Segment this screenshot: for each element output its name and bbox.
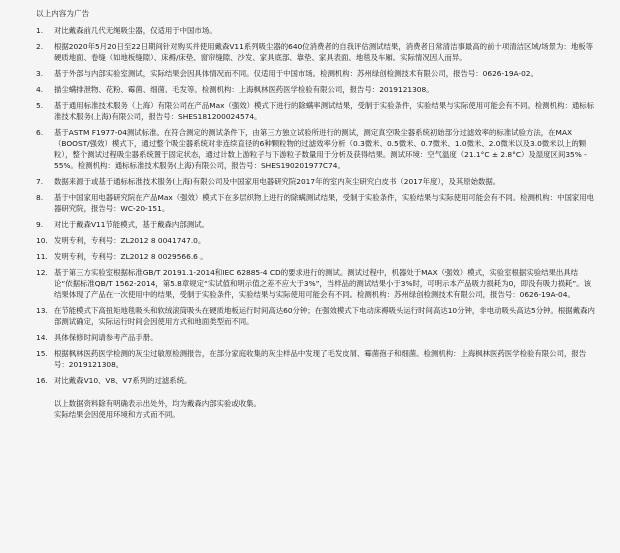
footnote-number: 16. [36,376,48,385]
footer-line: 以上数据资料除有明确表示出处外，均为戴森内部实验或收集。 [54,399,261,408]
footnote-text: 对比戴森前几代无绳吸尘器，仅适用于中国市场。 [54,26,217,35]
footnote-item [24,219,596,230]
footnote-text: 基于通用标准技术服务（上海）有限公司在产品Max（强效）模式下进行的除螨率测试结果，受制于实验条件，实验结果与实际使用可能会有不同。检测机构：通标标准技术服务(上海)有限公司，报告号：SHES181200024574。 [54,101,595,121]
footnote-number: 11. [36,252,48,261]
footnote-text: 在节能模式下高扭矩地毯吸头和软绒滚筒吸头在硬质地板运行时间高达60分钟；在强效模式下电动床褥吸头运行时间高达10分钟，非电动吸头高达5分钟。根据戴森内部测试确定，实际运行时间会因使用方式和地面类型而不同。 [54,306,595,326]
footnote-text: 对比戴森V10、V8、V7系列的过滤系统。 [54,376,192,385]
footnote-item [24,267,596,300]
footnote-item [24,251,596,262]
footnote-text: 发明专利，专利号：ZL2012 8 0029566.6 。 [54,252,208,261]
footnote-text: 发明专利，专利号：ZL2012 8 0041747.0。 [54,236,206,245]
footnote-number: 9. [36,220,44,229]
footnote-item [24,235,596,246]
footnote-text: 具体保修时间请参考产品手册。 [54,333,158,342]
footnote-number: 12. [36,268,48,277]
footnote-item [24,100,596,122]
ad-label: 以上内容为广告 [36,9,90,18]
footnote-text: 对比于戴森V11节能模式，基于戴森内部测试。 [54,220,209,229]
footnote-number: 5. [36,101,44,110]
footnote-item [24,41,596,63]
footnote-number: 7. [36,177,44,186]
footnote-item [24,332,596,343]
footnote-item [24,192,596,214]
footnote-text: 根据2020年5月20日至22日期间针对购买并使用戴森V11系列吸尘器的640位消费者的自我评估测试结果，消费者日常清洁事最高的前十项清洁区域/场景为：地板等硬质地面、卷缝（如地板缝隙）、床褥/床垫、窗帘缝隙、沙发、家具底部、靠垫、家具表面、地毯及车厢。实际情况因人而异。 [54,42,593,62]
footnote-number: 1. [36,26,44,35]
footnote-number: 2. [36,42,44,51]
footnote-item [24,348,596,370]
footnote-item [24,84,596,95]
footnote-number: 15. [36,349,48,358]
footnote-item [24,176,596,187]
footnote-number: 14. [36,333,48,342]
footnote-text: 基于ASTM F1977-04测试标准。在符合测定的测试条件下，由第三方独立试验所进行的测试，测定真空吸尘器系统初始部分过滤效率的标准试验方法，在MAX（BOOST/强效）模式下，通过整个吸尘器系统对非连续直径的6种颗粒物的过滤效率分析（0.3微米、0.5微米、0.7微米、1.0微米、2.0微米以及3.0微米以上的颗粒），整个测试过程吸尘器系统置于固定状态，通过计数上游粒子与下游粒子数量用于分析及获得结果。测试环境：空气温度（21.1°C ± 2.8°C）及湿度区间35% - 55%。检测机构：通标标准技术服务(上海)有限公司，报告号：SHES190201977C74。 [54,128,587,170]
footnote-item [24,127,596,171]
footnote-number: 4. [36,85,44,94]
footer-disclaimer [24,398,596,420]
footnote-text: 数据来源于或基于通标标准技术服务(上海)有限公司及中国家用电器研究院2017年的室内灰尘研究白皮书（2017年度），及其原始数据。 [54,177,501,186]
footnote-text: 基于外部与内部实验室测试，实际结果会因具体情况而不同。仅适用于中国市场。检测机构：苏州绿创检测技术有限公司，报告号：0626-19A-02。 [54,69,538,78]
footnote-number: 8. [36,193,44,202]
footnote-number: 3. [36,69,44,78]
footnote-text: 基于第三方实验室根据标准GB/T 20191.1-2014和IEC 62885-4 CD的要求进行的测试。测试过程中，机器处于MAX（强效）模式，实验室根据实验结果出具结论“依据标准QB/T 1562-2014，第5.8章规定“实试值和明示值之差不应大于3%”，当样品的测试结果小于3%时，可明示本产品吸力损耗为0，即没有吸力损耗”。该结果体现了产品在一次使用中的结果，受制于实验条件，实验结果与实际使用可能会有不同。检测机构：苏州绿创检测技术有限公司，报告号：0626-19A-04。 [54,268,592,299]
footnote-number: 6. [36,128,44,137]
footnote-item [24,25,596,36]
footnote-text: 根据枫林医药医学检测的灰尘过敏原检测报告，在部分家庭收集的灰尘样品中发现了毛发皮屑、霉菌孢子和细菌。检测机构：上海枫林医药医学检验有限公司，报告号：2019121308。 [54,349,587,369]
footer-line: 实际结果会因使用环境和方式而不同。 [54,410,180,419]
footnote-number: 10. [36,236,48,245]
footnote-text: 基于中国家用电器研究院在产品Max（强效）模式下在多层织物上进行的除螨测试结果，受制于实验条件，实验结果与实际使用可能会有不同。检测机构：中国家用电器研究院，报告号：WC-20-151。 [54,193,595,213]
footnote-item [24,305,596,327]
footnote-number: 13. [36,306,48,315]
footnote-text: 描尘螨排泄物、花粉、霉菌、细菌、毛发等。检测机构：上海枫林医药医学检验有限公司，报告号：2019121308。 [54,85,434,94]
footnote-list [24,25,596,386]
footnote-item [24,375,596,386]
footnote-item [24,68,596,79]
